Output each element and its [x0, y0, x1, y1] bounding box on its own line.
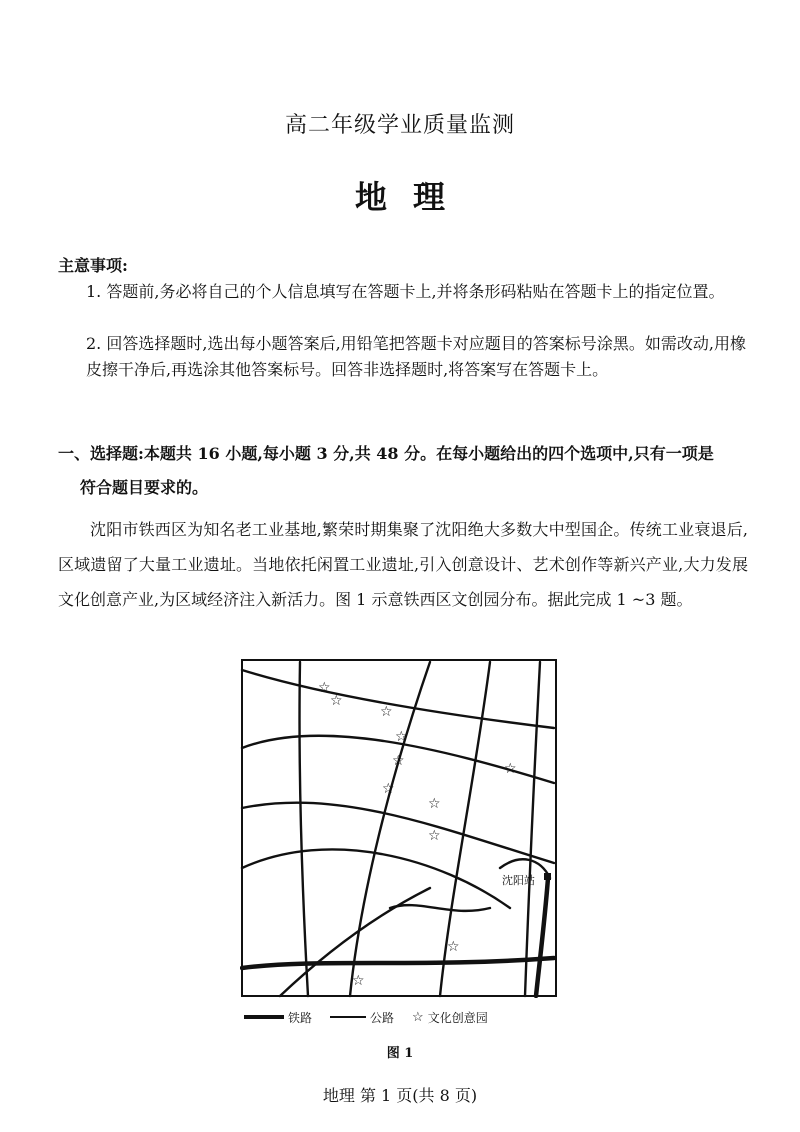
page-footer: 地理 第 1 页(共 8 页): [322, 1086, 478, 1105]
section-heading-line2: 符合题目要求的。: [80, 478, 209, 497]
map-svg: [240, 658, 558, 998]
exam-title: 高二年级学业质量监测: [284, 113, 515, 138]
section-heading-line1: 一、选择题:本题共 16 小题,每小题 3 分,共 48 分。在每小题给出的四个选项中,只有一项是: [58, 444, 714, 463]
notes-heading: 主意事项:: [58, 256, 128, 275]
park-star: ☆: [504, 761, 517, 777]
railway-horizontal: [242, 958, 554, 968]
road-sw-curve: [390, 905, 490, 911]
park-legend-label: 文化创意园: [427, 1010, 488, 1025]
road-right-vertical: [525, 662, 540, 996]
map-legend: [244, 1008, 488, 1026]
note-item-1: 1. 答题前,务必将自己的个人信息填写在答题卡上,并将条形码粘贴在答题卡上的指定位置。: [86, 282, 725, 301]
park-star: ☆: [352, 973, 365, 989]
park-star: ☆: [428, 828, 441, 844]
park-star: ☆: [380, 704, 393, 720]
park-star: ☆: [395, 729, 408, 745]
station-marker: [544, 873, 551, 880]
figure-caption: 图 1: [386, 1046, 414, 1061]
railway-legend-label: 铁路: [288, 1010, 313, 1025]
park-legend-icon: ☆: [412, 1009, 424, 1025]
road-legend-swatch: [330, 1016, 366, 1018]
road-left-vertical: [299, 662, 308, 996]
park-star: ☆: [330, 693, 343, 709]
railway-right-vertical: [536, 878, 548, 996]
road-lower-diagonal: [242, 849, 510, 908]
note-item-2: 2. 回答选择题时,选出每小题答案后,用铅笔把答题卡对应题目的答案标号涂黑。如需改动,用橡皮擦干净后,再选涂其他答案标号。回答非选择题时,将答案写在答题卡上。: [86, 334, 746, 379]
station-label: 沈阳站: [502, 874, 535, 887]
park-star: ☆: [428, 796, 441, 812]
map-frame: [242, 660, 556, 996]
park-star: ☆: [382, 781, 395, 797]
map-figure: [240, 658, 558, 998]
park-star: ☆: [318, 680, 331, 696]
subject-title: 地理: [354, 178, 471, 216]
section-heading: [58, 437, 748, 505]
park-star: ☆: [392, 753, 405, 769]
park-star: ☆: [447, 939, 460, 955]
road-nw-diagonal: [242, 670, 554, 728]
passage: 沈阳市铁西区为知名老工业基地,繁荣时期集聚了沈阳绝大多数大中型国企。传统工业衰退后,区域遗留了大量工业遗址。当地依托闲置工业遗址,引入创意设计、艺术创作等新兴产业,大力发展文化创意产业,为区域经济注入新活力。图 1 示意铁西区文创园分布。据此完成 1 ~3 题。: [58, 520, 748, 609]
road-legend-label: 公路: [370, 1010, 395, 1025]
railway-legend-swatch: [244, 1015, 284, 1019]
